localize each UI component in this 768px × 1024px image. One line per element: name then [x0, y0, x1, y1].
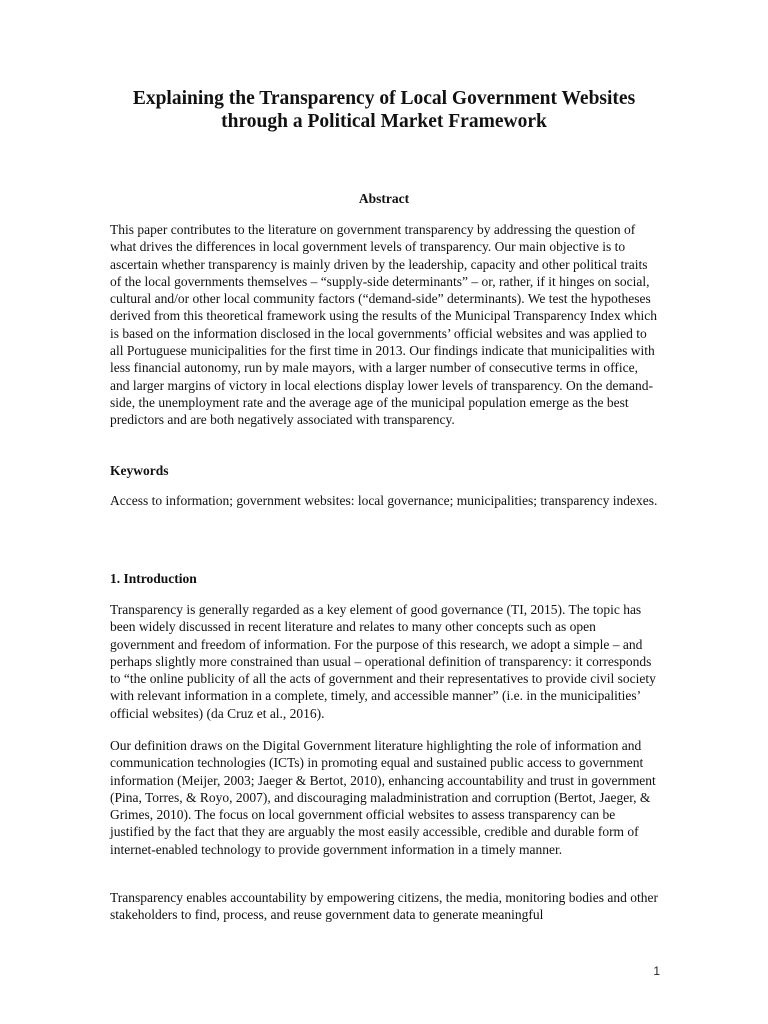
keywords-heading: Keywords	[110, 463, 169, 478]
abstract-heading: Abstract	[358, 191, 410, 206]
introduction-paragraph-2: Our definition draws on the Digital Government literature highlighting the role of information and communication technologies (ICTs) in promoting equal and sustained public access to government information (Meijer, 2003; Jaeger & Bertot, 2010), enhancing accountability and trust in government (Pina, Torres, & Royo, 2007), and discouraging maladministration and corruption (Bertot, Jaeger, & Grimes, 2010). The focus on local government official websites to assess transparency can be justified by the fact that they are arguably the most easily accessible, credible and durable form of internet-enabled technology to provide government information in a timely manner.	[110, 738, 656, 857]
introduction-heading: 1. Introduction	[110, 571, 197, 586]
paper-title	[60, 87, 708, 133]
page-number: 1	[653, 964, 660, 978]
introduction-paragraph-1: Transparency is generally regarded as a key element of good governance (TI, 2015). The topic has been widely discussed in recent literature and relates to many other concepts such as open government and freedom of information. For the purpose of this research, we adopt a simple – and perhaps slightly more constrained than usual – operational definition of transparency: it corresponds to “the online publicity of all the acts of government and their representatives to provide civil society with relevant information in a complete, timely, and accessible manner” (i.e. in the municipalities’ official websites) (da Cruz et al., 2016).	[110, 602, 656, 721]
abstract-paragraph: This paper contributes to the literature on government transparency by addressing the question of what drives the differences in local government levels of transparency. Our main objective is to ascertain whether transparency is mainly driven by the leadership, capacity and other political traits of the local governments themselves – “supply-side determinants” – or, rather, if it hinges on social, cultural and/or other local community factors (“demand-side” determinants). We test the hypotheses derived from this theoretical framework using the results of the Municipal Transparency Index which is based on the information disclosed in the local governments’ official websites and was applied to all Portuguese municipalities for the first time in 2013. Our findings indicate that municipalities with less financial autonomy, run by male mayors, with a larger number of consecutive terms in office, and larger margins of victory in local elections display lower levels of transparency. On the demand-side, the unemployment rate and the average age of the municipal population emerge as the best predictors and are both negatively associated with transparency.	[110, 222, 657, 428]
introduction-paragraph-3: Transparency enables accountability by empowering citizens, the media, monitoring bodies and other stakeholders to find, process, and reuse government data to generate meaningful	[110, 890, 658, 923]
paper-title-line-2: through a Political Market Framework	[221, 111, 547, 132]
paper-title-line-1: Explaining the Transparency of Local Government Websites	[132, 88, 636, 109]
keywords-paragraph: Access to information; government websites: local governance; municipalities; transparency indexes.	[110, 493, 658, 508]
